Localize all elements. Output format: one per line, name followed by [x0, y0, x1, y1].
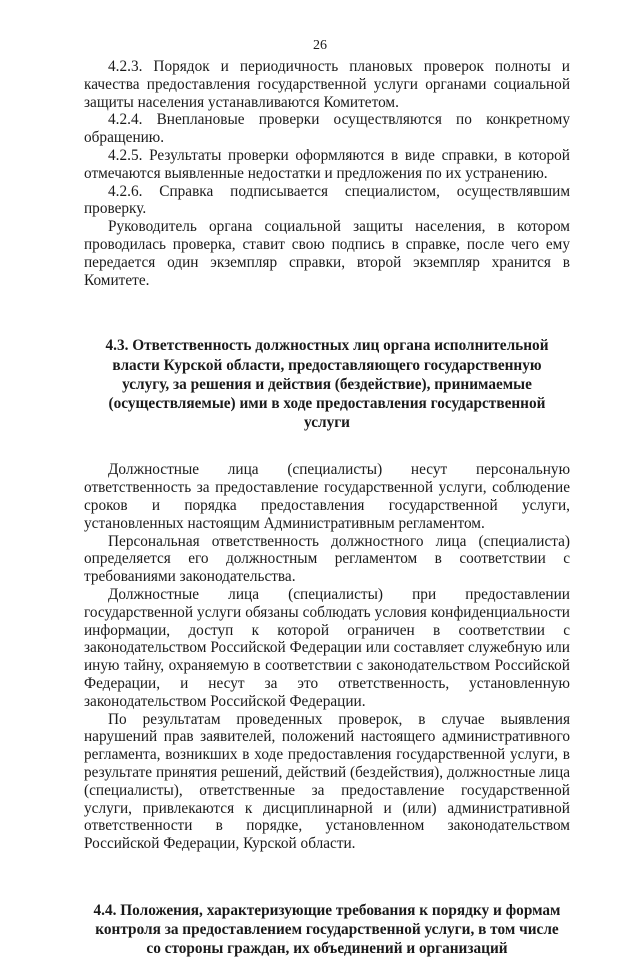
spacer — [84, 432, 570, 461]
paragraph-4-2-4: 4.2.4. Внеплановые проверки осуществляются по конкретному обращению. — [84, 111, 570, 147]
page-body — [84, 58, 570, 959]
section-heading-4-3: 4.3. Ответственность должностных лиц органа исполнительной власти Курской области, предоставляющего государственную услугу, за решения и действия (бездействие), принимаемые (осуществляемые) ими в ходе предоставления государственной услуги — [105, 337, 549, 432]
spacer — [84, 853, 570, 901]
spacer — [84, 289, 570, 336]
paragraph-4-2-3: 4.2.3. Порядок и периодичность плановых проверок полноты и качества предоставления государственной услуги органами социальной защиты населения устанавливаются Комитетом. — [84, 58, 570, 111]
section-heading-4-4: 4.4. Положения, характеризующие требования к порядку и формам контроля за предоставлением государственной услуги, в том числе со стороны граждан, их объединений и организаций — [93, 901, 561, 958]
paragraph-personal-responsibility: Должностные лица (специалисты) несут персональную ответственность за предоставление государственной услуги, соблюдение сроков и порядка предоставления государственной услуги, установленных настоящим Административным регламентом. — [84, 461, 570, 532]
paragraph-4-2-5: 4.2.5. Результаты проверки оформляются в виде справки, в которой отмечаются выявленные недостатки и предложения по их устранению. — [84, 146, 570, 182]
paragraph-official-regulation: Персональная ответственность должностного лица (специалиста) определяется его должностным регламентом в соответствии с требованиями законодательства. — [84, 532, 570, 586]
paragraph-4-2-6: 4.2.6. Справка подписывается специалистом, осуществлявшим проверку. — [84, 182, 570, 218]
paragraph-inspection-results: По результатам проведенных проверок, в случае выявления нарушений прав заявителей, положений настоящего административного регламента, возникших в ходе предоставления государственной услуги, в результате принятия решений, действий (бездействия), должностные лица (специалисты), ответственные за предоставление государственной услуги, привлекаются к дисциплинарной и (или) административной ответственности в порядке, установленном законодательством Российской Федерации, Курской области. — [84, 710, 570, 853]
page-number: 26 — [313, 38, 327, 53]
paragraph-head-signature: Руководитель органа социальной защиты населения, в котором проводилась проверка, ставит свою подпись в справке, после чего ему передается один экземпляр справки, второй экземпляр хранится в Комитете. — [84, 218, 570, 289]
paragraph-confidentiality: Должностные лица (специалисты) при предоставлении государственной услуги обязаны соблюдать условия конфиденциальности информации, доступ к которой ограничен в соответствии с законодательством Российской Федерации или составляет служебную или иную тайну, охраняемую в соответствии с законодательством Российской Федерации, и несут за это ответственность, установленную законодательством Российской Федерации. — [84, 585, 570, 710]
